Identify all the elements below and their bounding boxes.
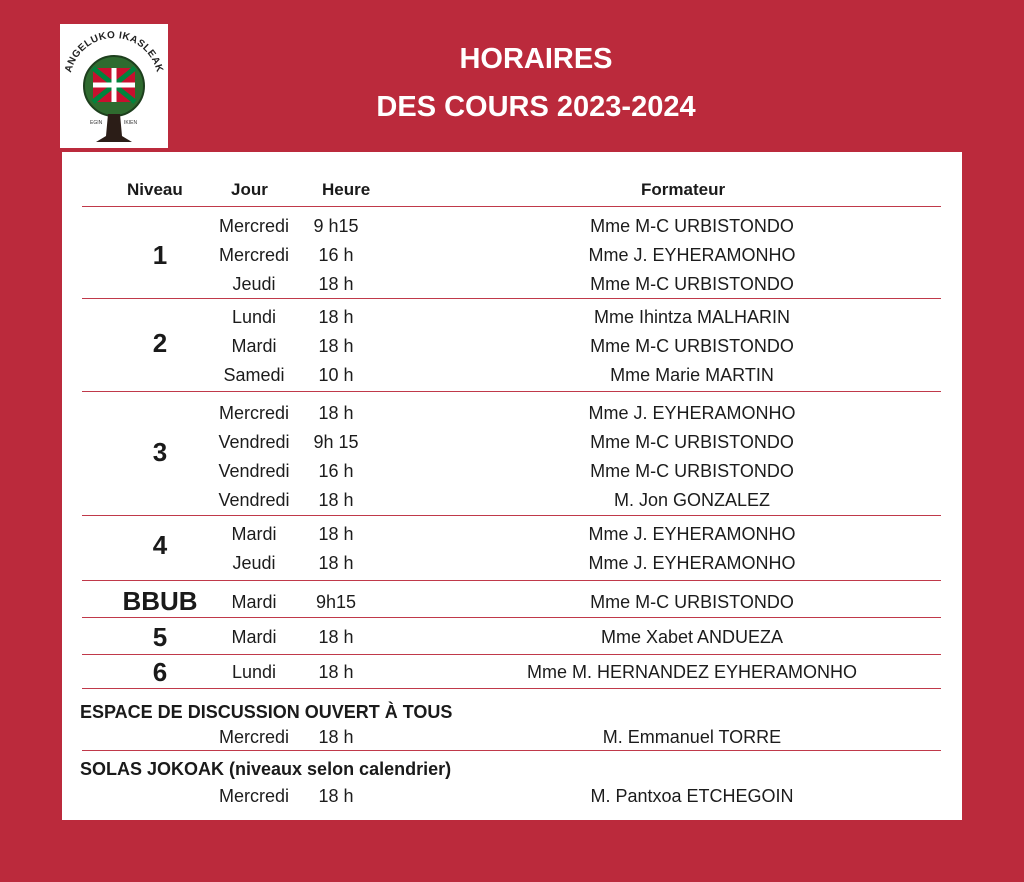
table-cell-formateur: Mme J. EYHERAMONHO: [588, 524, 796, 544]
table-cell-formateur: Mme Ihintza MALHARIN: [593, 307, 791, 327]
col-header-heure: Heure: [322, 180, 371, 199]
table-cell-formateur: M. Jon GONZALEZ: [613, 490, 771, 510]
table-cell-formateur: Mme J. EYHERAMONHO: [588, 403, 796, 423]
logo-emblem: [60, 24, 168, 148]
table-cell-formateur: Mme M-C URBISTONDO: [590, 274, 794, 294]
divider: [82, 391, 941, 392]
level-label: 1: [152, 240, 168, 270]
table-cell-heure: 18 h: [318, 627, 354, 647]
table-cell-jour: Mardi: [231, 524, 277, 544]
col-header-niveau: Niveau: [127, 180, 183, 199]
table-cell-jour: Mardi: [231, 336, 277, 356]
table-cell-heure: 18 h: [318, 274, 354, 294]
divider: [82, 688, 941, 689]
table-cell-heure: 16 h: [318, 245, 354, 265]
table-cell-formateur: Mme M-C URBISTONDO: [590, 432, 794, 452]
level-label: 3: [152, 437, 168, 467]
table-cell-formateur: Mme M-C URBISTONDO: [590, 461, 794, 481]
table-cell-jour: Mardi: [231, 627, 277, 647]
table-cell-formateur: Mme J. EYHERAMONHO: [588, 553, 796, 573]
col-header-formateur: Formateur: [641, 180, 726, 199]
table-cell-heure: 10 h: [318, 365, 354, 385]
table-cell-heure: 18 h: [318, 490, 354, 510]
table-cell-formateur: Mme M. HERNANDEZ EYHERAMONHO: [526, 662, 858, 682]
level-label: 6: [152, 657, 168, 687]
table-cell-heure: 18 h: [318, 403, 354, 423]
svg-text:IKIEN: IKIEN: [124, 120, 138, 126]
divider: [82, 206, 941, 207]
level-label: 2: [152, 328, 168, 358]
table-cell-heure: 18 h: [318, 336, 354, 356]
divider: [82, 580, 941, 581]
table-cell-jour: Jeudi: [232, 274, 276, 294]
table-cell-formateur: Mme M-C URBISTONDO: [590, 216, 794, 236]
table-cell-formateur: Mme Xabet ANDUEZA: [600, 627, 784, 647]
divider: [82, 654, 941, 655]
table-cell-formateur: Mme M-C URBISTONDO: [590, 592, 794, 612]
table-cell-formateur: Mme Marie MARTIN: [610, 365, 774, 385]
table-cell-formateur: Mme M-C URBISTONDO: [590, 336, 794, 356]
table-cell-heure: 18 h: [318, 307, 354, 327]
divider: [82, 515, 941, 516]
table-cell-jour: Mercredi: [218, 245, 289, 265]
table-cell-jour: Lundi: [231, 662, 277, 682]
table-cell-heure: 18 h: [318, 553, 354, 573]
page-subtitle: DES COURS 2023-2024: [376, 91, 696, 123]
svg-text:EGIN: EGIN: [90, 120, 103, 126]
col-header-jour: Jour: [231, 180, 268, 199]
table-cell-heure: 18 h: [318, 786, 354, 806]
table-cell-formateur: M. Emmanuel TORRE: [602, 727, 782, 747]
table-cell-formateur: M. Pantxoa ETCHEGOIN: [590, 786, 794, 806]
divider: [82, 617, 941, 618]
table-cell-jour: Mercredi: [218, 216, 289, 236]
table-cell-heure: 9 h15: [313, 216, 359, 236]
table-cell-heure: 16 h: [318, 461, 354, 481]
table-cell-jour: Vendredi: [218, 432, 290, 452]
level-label: 5: [152, 622, 168, 652]
table-cell-formateur: Mme J. EYHERAMONHO: [588, 245, 796, 265]
table-cell-jour: Mercredi: [218, 727, 289, 747]
level-label: BBUB: [122, 586, 198, 616]
table-cell-heure: 18 h: [318, 662, 354, 682]
table-cell-jour: Jeudi: [232, 553, 276, 573]
table-cell-heure: 9h 15: [313, 432, 359, 452]
logo-text: ANGELUKO IKASLEAK: [63, 29, 165, 74]
level-label: 4: [152, 530, 168, 560]
table-cell-jour: Lundi: [231, 307, 277, 327]
divider: [82, 298, 941, 299]
table-cell-jour: Mardi: [231, 592, 277, 612]
table-cell-jour: Mercredi: [218, 403, 289, 423]
table-cell-heure: 9h15: [315, 592, 357, 612]
page-title: HORAIRES: [459, 43, 613, 75]
logo: [60, 24, 168, 148]
section-title: SOLAS JOKOAK (niveaux selon calendrier): [80, 759, 452, 779]
divider: [82, 750, 941, 751]
table-cell-jour: Vendredi: [218, 461, 290, 481]
table-cell-jour: Samedi: [223, 365, 285, 385]
section-title: ESPACE DE DISCUSSION OUVERT À TOUS: [80, 702, 453, 722]
table-cell-jour: Vendredi: [218, 490, 290, 510]
table-cell-heure: 18 h: [318, 524, 354, 544]
table-cell-jour: Mercredi: [218, 786, 289, 806]
table-cell-heure: 18 h: [318, 727, 354, 747]
